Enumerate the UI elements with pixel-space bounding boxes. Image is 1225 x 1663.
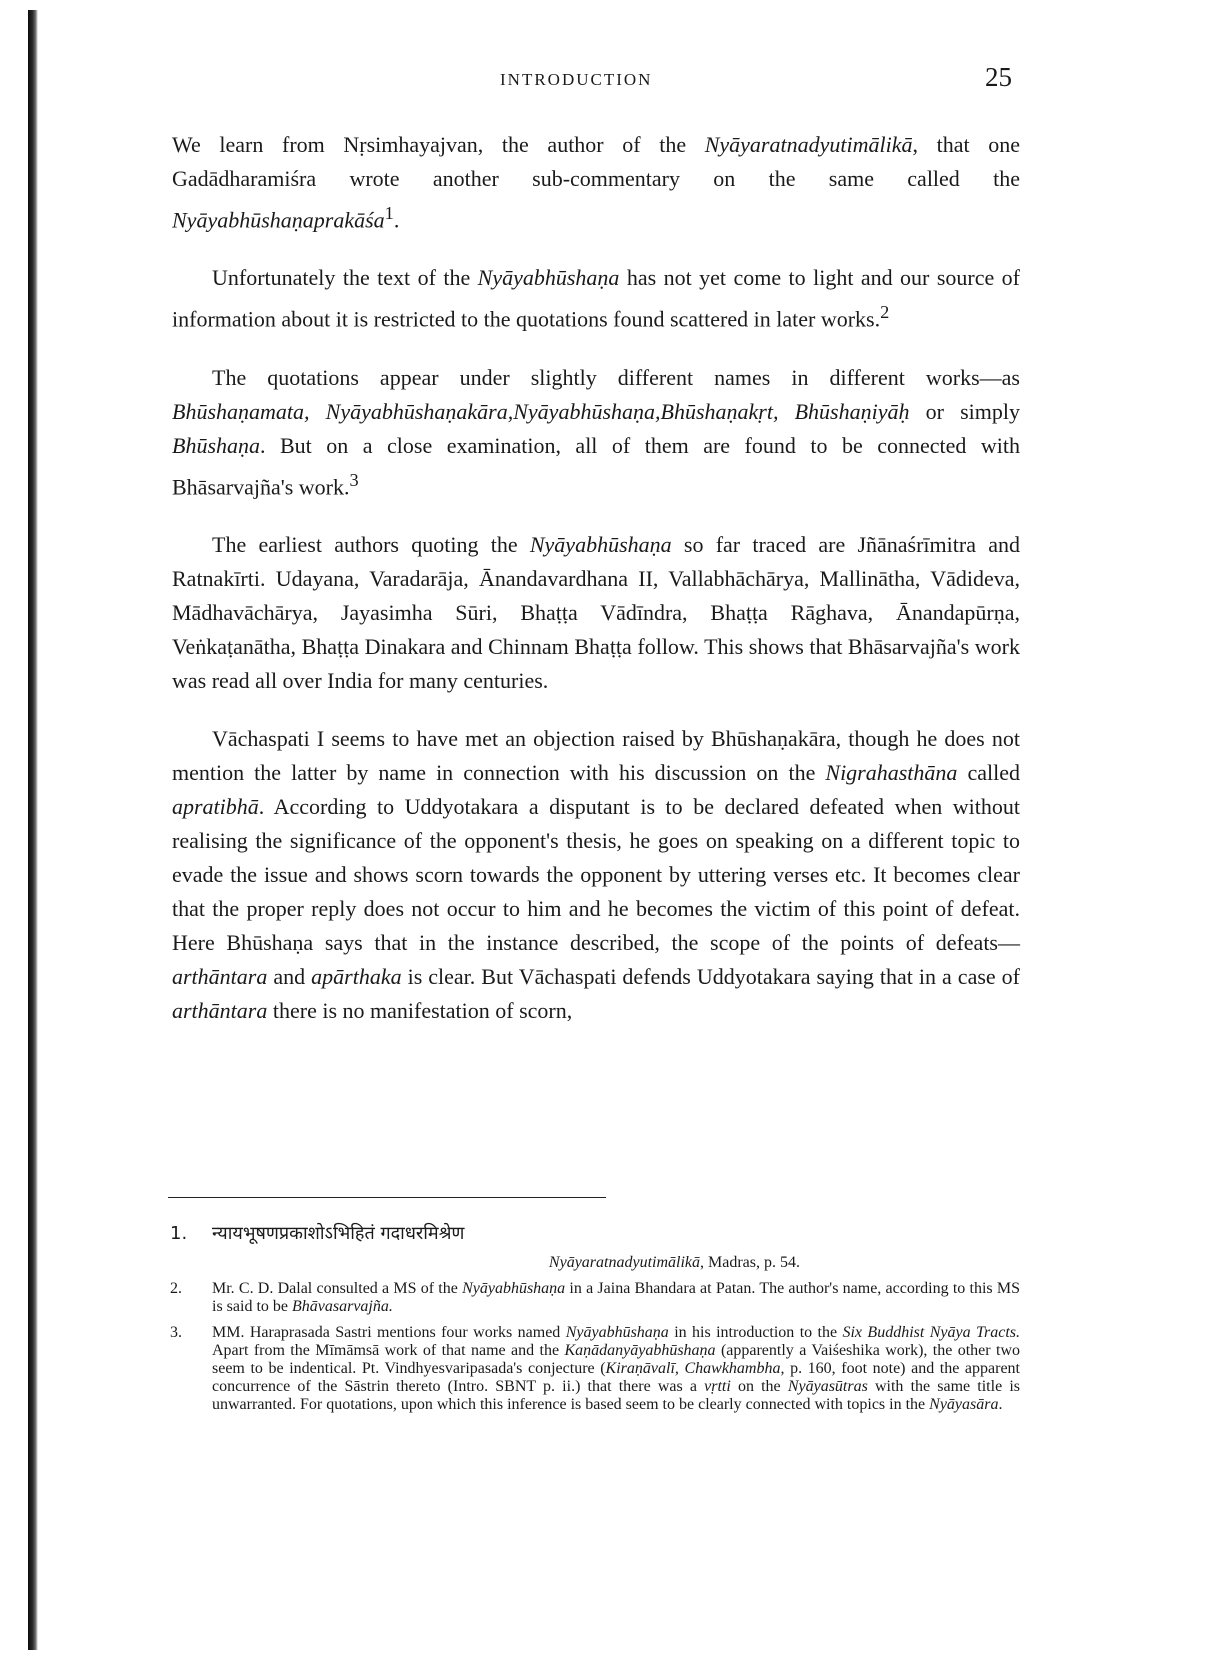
- footnote-2: [170, 1280, 1020, 1316]
- page-number: 25: [985, 62, 1012, 92]
- text-run: or simply: [909, 398, 1020, 424]
- italic-term: Kaṇādanyāyabhūshaṇa: [564, 1342, 716, 1359]
- text-run: on the: [730, 1378, 788, 1395]
- italic-term: Nigrahasthāna: [825, 759, 958, 785]
- text-run: , that one Gadādharamiśra wrote another sub-commentary on the same called the: [172, 132, 1020, 191]
- text-run: has not yet come to light and our source of information about it is restricted to the quotations found scattered in later works.: [172, 265, 1020, 332]
- text-run: called: [957, 759, 1020, 785]
- footnote-2-number: 2.: [170, 1280, 182, 1297]
- binding-edge: [28, 10, 38, 1650]
- footnote-1-citation: [170, 1254, 1020, 1272]
- footnote-1: [170, 1220, 1020, 1248]
- paragraph-2: [172, 261, 1020, 336]
- paragraph-3: [172, 361, 1020, 504]
- italic-term: Nyāyabhūshaṇa: [565, 1324, 669, 1341]
- paragraph-5: [172, 722, 1020, 1028]
- italic-term: Nyāyaratnadyutimālikā: [548, 1254, 701, 1271]
- italic-term: arthāntara: [172, 963, 268, 989]
- text-run: Vāchaspati I seems to have met an objection raised by Bhūshaṇakāra, though he does not mention the latter by name in connection with his discussion on the: [172, 725, 1020, 785]
- running-head: INTRODUCTION: [500, 70, 653, 89]
- footnote-1-number: 1.: [170, 1223, 188, 1244]
- italic-term: vṛtti: [704, 1378, 731, 1395]
- footnote-rule: [168, 1197, 606, 1198]
- footnote-3: [170, 1324, 1020, 1414]
- footnote-1-devanagari: न्यायभूषणप्रकाशोऽभिहितं गदाधरमिश्रेण: [212, 1223, 465, 1244]
- footnote-3-text: [212, 1324, 1020, 1413]
- italic-term: Nyāyasāra: [929, 1396, 999, 1413]
- text-run: and: [267, 963, 312, 989]
- text-run: , p. 160, foot note) and the apparent concurrence of the Sāstrin thereto (Intro. SBNT p. ii.) that there was a: [212, 1360, 1021, 1395]
- text-run: .: [393, 207, 400, 233]
- paragraph-4: [172, 528, 1020, 698]
- text-run: We learn from Nṛsimhayajvan, the author of the: [172, 132, 705, 157]
- text-run: The quotations appear under slightly different names in different works—as: [212, 364, 1020, 390]
- italic-term: Nyāyaratnadyutimālikā: [704, 132, 913, 157]
- italic-term: Bhāvasarvajña.: [292, 1298, 393, 1315]
- text-run: (apparently a Vaiśeshika work), the other two seem to be indentical. Pt. Vindhyesvaripasada's conjecture (: [212, 1342, 1020, 1377]
- italic-term: Bhūshaṇa: [172, 432, 260, 458]
- text-run: Unfortunately the text of the: [212, 265, 478, 291]
- text-run: MM. Haraprasada Sastri mentions four works named: [212, 1324, 566, 1341]
- italic-term: Bhūshaṇamata, Nyāyabhūshaṇakāra,Nyāyabhūshaṇa,Bhūshaṇakṛt, Bhūshaṇiyāḥ: [172, 398, 910, 424]
- text-run: . But on a close examination, all of them are found to be connected with Bhāsarvajña's work.: [172, 432, 1020, 499]
- italic-term: Nyāyabhūshaṇa: [529, 531, 672, 557]
- text-run: . According to Uddyotakara a disputant is to be declared defeated when without realising the significance of the opponent's thesis, he goes on speaking on a different topic to evade the issue and shows scorn towards the opponent by uttering verses etc. It becomes clear that the proper reply does not occur to him and he becomes the victim of this point of defeat. Here Bhūshaṇa says that in the instance described, the scope of the points of defeats—: [172, 793, 1020, 955]
- footnote-ref: 2: [880, 302, 890, 323]
- text-run: .: [998, 1396, 1003, 1413]
- text-run: there is no manifestation of scorn,: [267, 997, 573, 1023]
- italic-term: arthāntara: [172, 997, 268, 1023]
- text-run: , Madras, p. 54.: [700, 1254, 800, 1271]
- footnote-3-number: 3.: [170, 1324, 182, 1341]
- text-run: Mr. C. D. Dalal consulted a MS of the: [212, 1280, 463, 1297]
- text-run: with the same title is unwarranted. For quotations, upon which this inference is based seem to be clearly connected with topics in the: [212, 1378, 1021, 1413]
- italic-term: Nyāyasūtras: [787, 1378, 868, 1395]
- footnote-ref: 1: [384, 203, 394, 223]
- italic-term: Nyāyabhūshaṇa: [462, 1280, 566, 1297]
- italic-term: apratibhā: [172, 793, 259, 819]
- italic-term: Nyāyabhūshaṇa: [477, 265, 620, 291]
- footnote-2-text: [212, 1280, 1020, 1315]
- body-text: [172, 128, 1020, 1052]
- footnote-ref: 3: [349, 469, 359, 490]
- paragraph-1: [172, 128, 1020, 237]
- text-run: so far traced are Jñānaśrīmitra and Ratnakīrti. Udayana, Varadarāja, Ānandavardhana II, Vallabhāchārya, Mallinātha, Vādideva, Mādhavāchārya, Jayasimha Sūri, Bhaṭṭa Vādīndra, Bhaṭṭa Rāghava, Ānandapūrṇa, Veṅkaṭanātha, Bhaṭṭa Dinakara and Chinnam Bhaṭṭa follow. This shows that Bhāsarvajña's work was read all over India for many centuries.: [172, 531, 1020, 693]
- text-run: The earliest authors quoting the: [212, 531, 530, 557]
- italic-term: apārthaka: [311, 963, 402, 989]
- text-run: Apart from the Mīmāmsā work of that name and the: [212, 1342, 565, 1359]
- text-run: in a Jaina Bhandara at Patan. The author's name, according to this MS is said to be: [212, 1280, 1020, 1315]
- text-run: in his introduction to the: [668, 1324, 843, 1341]
- italic-term: Kiraṇāvalī, Chawkhambha: [605, 1360, 781, 1377]
- italic-term: Six Buddhist Nyāya Tracts.: [842, 1324, 1020, 1341]
- footnotes: [170, 1220, 1020, 1422]
- text-run: is clear. But Vāchaspati defends Uddyotakara saying that in a case of: [401, 963, 1020, 989]
- italic-term: Nyāyabhūshaṇaprakāśa: [172, 207, 385, 233]
